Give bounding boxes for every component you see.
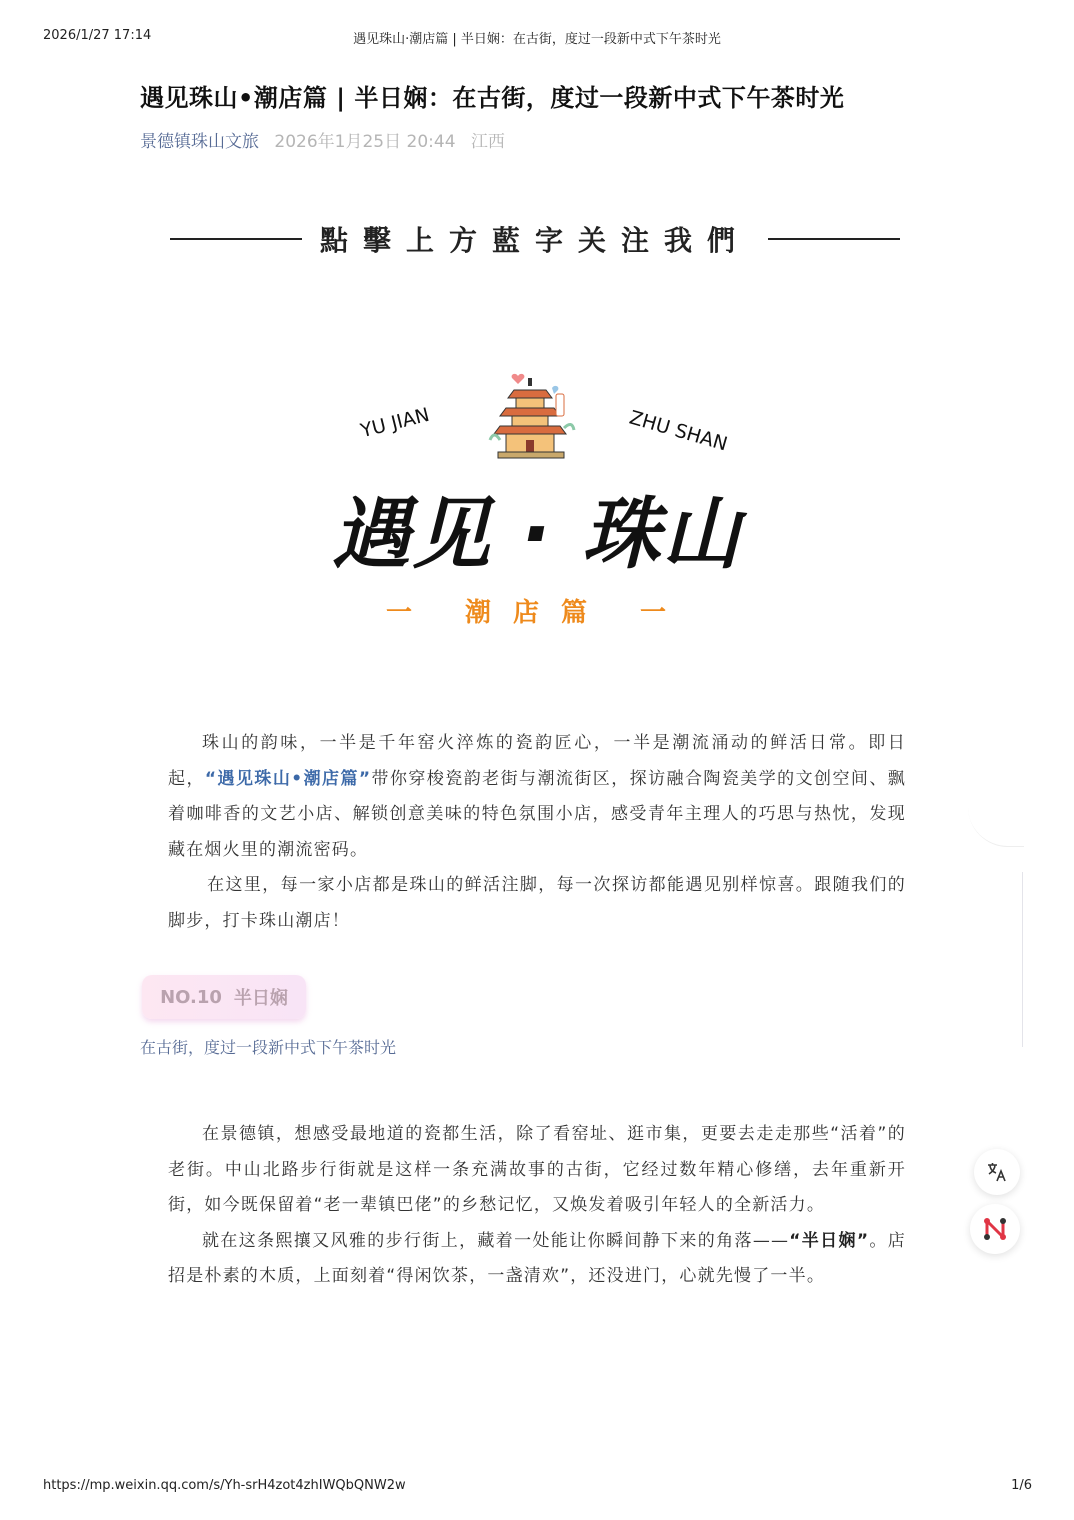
body-section bbox=[168, 1117, 906, 1295]
body-text-a: 就在这条熙攘又风雅的步行街上，藏着一处能让你瞬间静下来的角落—— bbox=[202, 1230, 790, 1251]
section-subtitle: 在古街，度过一段新中式下午茶时光 bbox=[140, 1038, 397, 1057]
article-title: 遇见珠山•潮店篇 | 半日娴：在古街，度过一段新中式下午茶时光 bbox=[140, 84, 845, 112]
divider-right bbox=[768, 238, 900, 240]
print-datetime: 2026/1/27 17:14 bbox=[43, 28, 152, 43]
intro-highlight: “遇见珠山•潮店篇” bbox=[204, 768, 372, 789]
mindmap-button[interactable] bbox=[970, 1204, 1020, 1254]
section-name: 半日娴 bbox=[233, 988, 288, 1009]
translate-button[interactable] bbox=[974, 1149, 1020, 1195]
print-page-title: 遇见珠山·潮店篇 | 半日娴：在古街，度过一段新中式下午茶时光 bbox=[353, 32, 721, 47]
body-text-b: 。店招是朴素的木质，上面刻着“得闲饮茶，一盏清欢”，还没进门，心就先慢了一半。 bbox=[168, 1230, 906, 1286]
author-link[interactable]: 景德镇珠山文旅 bbox=[140, 132, 259, 152]
divider-left bbox=[170, 238, 302, 240]
intro-paragraph-2: 在这里，每一家小店都是珠山的鲜活注脚，每一次探访都能遇见别样惊喜。跟随我们的脚步，打卡珠山潮店！ bbox=[168, 875, 906, 931]
cover-subtitle: 一 潮店篇 一 bbox=[385, 598, 689, 628]
print-page-number: 1/6 bbox=[1011, 1478, 1032, 1493]
cover-right-text: ZHU SHAN bbox=[626, 406, 730, 456]
section-number-tag bbox=[142, 975, 306, 1019]
side-panel-edge bbox=[968, 800, 1024, 847]
intro-paragraph-1 bbox=[168, 726, 906, 868]
body-paragraph-2 bbox=[168, 1224, 906, 1295]
publish-location: 江西 bbox=[470, 132, 505, 152]
intro-text-a: 珠山的韵味，一半是千年窑火淬炼的瓷韵匠心，一半是潮流涌动的鲜活日常。即日起， bbox=[168, 733, 906, 789]
shop-name-bold: “半日娴” bbox=[789, 1230, 870, 1251]
publish-date: 2026年1月25日 20:44 bbox=[274, 132, 456, 152]
follow-text: 點擊上方藍字关注我們 bbox=[320, 224, 751, 257]
mindmap-icon bbox=[981, 1215, 1009, 1243]
cover-left-text: YU JIAN bbox=[358, 403, 432, 443]
follow-banner bbox=[170, 218, 900, 260]
body-paragraph-1: 在景德镇，想感受最地道的瓷都生活，除了看窑址、逛市集，更要去走走那些“活着”的老街。中山北路步行街就是这样一条充满故事的古街，它经过数年精心修缮，去年重新开街，如今既保留着“老一辈镇巴佬”的乡愁记忆，又焕发着吸引年轻人的全新活力。 bbox=[168, 1124, 906, 1215]
section-number: NO.10 bbox=[160, 986, 222, 1008]
pagoda-logo-icon bbox=[488, 370, 578, 462]
cover-main-title: 遇见 · 珠山 bbox=[332, 490, 742, 580]
side-panel-divider bbox=[1022, 872, 1023, 1047]
print-url: https://mp.weixin.qq.com/s/Yh-srH4zot4zhIWQbQNW2w bbox=[43, 1478, 406, 1493]
article-meta bbox=[140, 127, 505, 152]
cover-image bbox=[300, 360, 774, 650]
intro-section bbox=[168, 726, 906, 939]
translate-icon bbox=[985, 1160, 1009, 1184]
intro-text-b: 带你穿梭瓷韵老街与潮流街区，探访融合陶瓷美学的文创空间、飘着咖啡香的文艺小店、解锁创意美味的特色氛围小店，感受青年主理人的巧思与热忱，发现藏在烟火里的潮流密码。 bbox=[168, 768, 906, 860]
